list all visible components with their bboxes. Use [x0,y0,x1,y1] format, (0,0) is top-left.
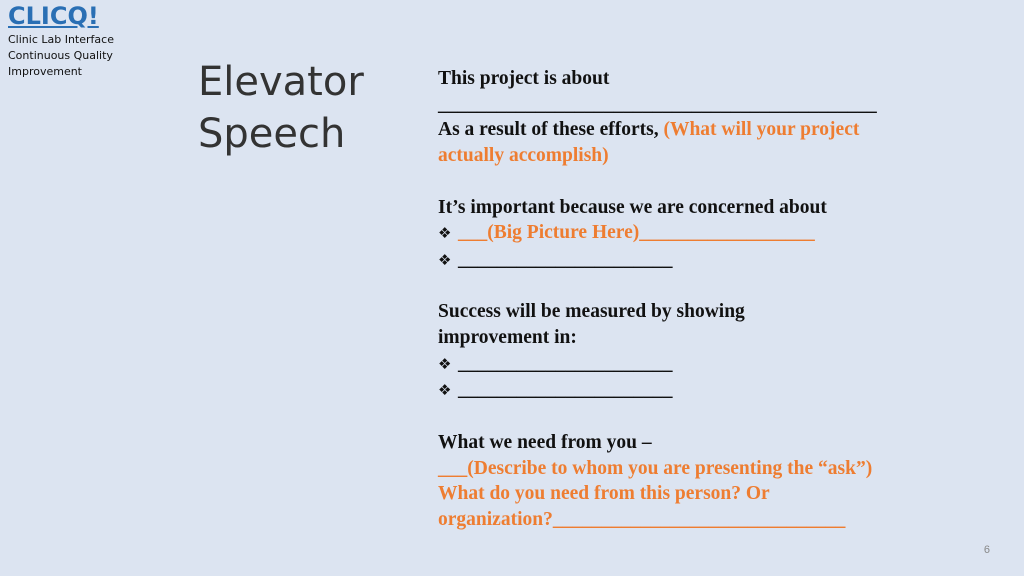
diamond-bullet-icon: ❖ [438,354,452,373]
measure-2: ______________________ [458,379,673,401]
about-label: This project is about [438,68,610,89]
logo [8,0,128,80]
slide-title-line-2: Speech [198,111,346,157]
diamond-bullet-icon: ❖ [438,224,452,243]
result-label: As a result of these efforts, [438,119,664,141]
measure-1: ______________________ [458,352,673,374]
important-colon: : [826,196,834,218]
concern-item-1 [438,220,888,247]
spacer [438,274,888,300]
measure-item-2 [438,377,888,404]
concern-1-prefix: ___ [458,222,488,244]
spacer [438,169,888,195]
concern-1-suffix: __________________ [639,222,815,244]
important-line [438,195,888,221]
concern-1-text: (Big Picture Here) [487,222,640,244]
slide-title [198,56,364,160]
diamond-bullet-icon: ❖ [438,250,452,269]
slide-title-line-1: Elevator [198,59,364,105]
result-line [438,117,888,168]
about-blank: _____________________________________________ [438,93,877,115]
important-label: It’s important because we are concerned about [438,196,827,218]
spacer [438,404,888,430]
diamond-bullet-icon: ❖ [438,381,452,400]
result-prompt: (What will your project actually accomplish) [438,119,860,167]
measure-item-1 [438,351,888,378]
page-number: 6 [983,544,990,556]
concern-2: ______________________ [458,248,673,270]
concern-item-2 [438,247,888,274]
success-label: Success will be measured by showing improvement in: [438,301,745,348]
need-label: What we need from you – [438,431,652,453]
slide-content [438,66,888,533]
logo-title[interactable]: CLICQ! [8,2,99,30]
logo-subtitle: Clinic Lab Interface Continuous Quality Improvement [8,33,114,78]
need-prompt: ___(Describe to whom you are presenting the “ask”) What do you need from this person? Or organization?______________________________ [438,457,873,530]
concern-1 [458,220,815,246]
